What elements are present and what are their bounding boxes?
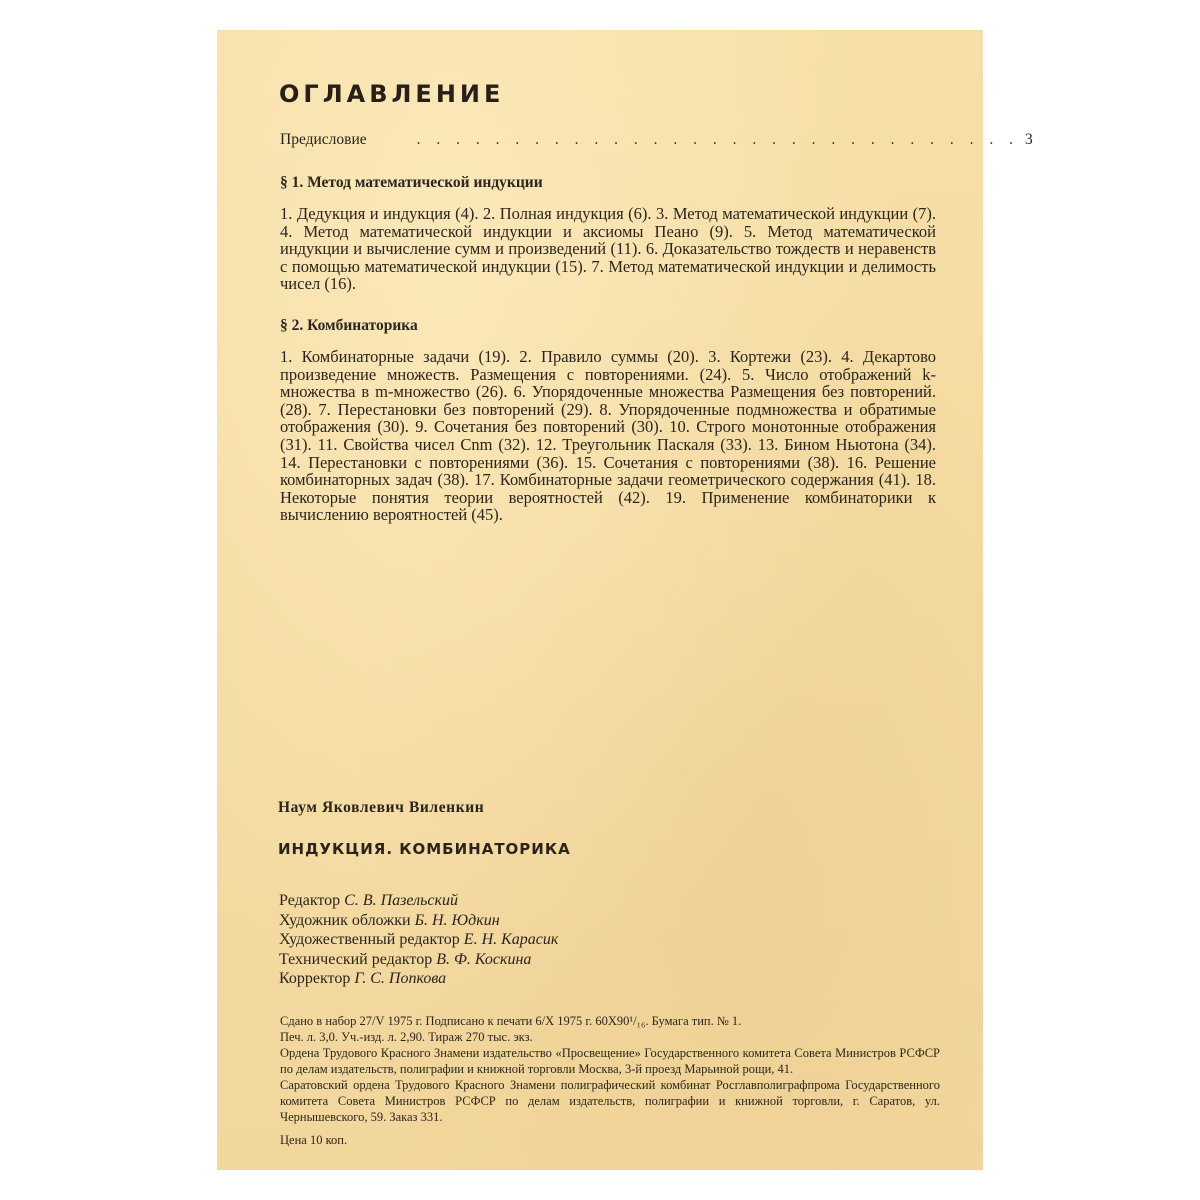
credit-person: Е. Н. Карасик — [463, 931, 559, 948]
credit-person: Г. С. Попкова — [354, 970, 447, 987]
section-2-contents: 1. Комбинаторные задачи (19). 2. Правило суммы (20). 3. Кортежи (23). 4. Декартово произведение множеств. Размещения с повторениями. (24). 5. Число отображений k-множества в m-множество (26). 6. Упорядоченные множества Размещения без повторений. (28). 7. Перестановки без повторений (29). 8. Упорядоченные подмножества и обратимые отображения (30). 9. Сочетания без повторений (30). 10. Строго монотонные отображения (31). 11. Свойства чисел Cnm (32). 12. Треугольник Паскаля (33). 13. Бином Ньютона (34). 14. Перестановки с повторениями (36). 15. Сочетания с повторениями (38). 16. Решение комбинаторных задач (38). 17. Комбинаторные задачи геометрического содержания (41). 18. Некоторые понятия теории вероятностей (42). 19. Применение комбинаторики к вычислению вероятностей (45). — [280, 347, 936, 525]
credits-list — [279, 891, 558, 989]
credit-role: Художник обложки — [279, 911, 411, 929]
price-label: Цена 10 коп. — [280, 1133, 348, 1147]
author-name: Наум Яковлевич Виленкин — [278, 799, 485, 816]
credit-role: Технический редактор — [279, 950, 433, 968]
toc-leader-dots: . . . . . . . . . . . . . . . . . . . . . . . . . . . . . . . — [416, 131, 1020, 148]
credit-role: Художественный редактор — [279, 931, 460, 948]
imprint-block — [280, 1013, 940, 1125]
credit-line — [279, 950, 558, 970]
toc-preface-row — [280, 131, 1033, 149]
imprint-line: Сдано в набор 27/V 1975 г. Подписано к печати 6/X 1975 г. 60X90¹/₁₆. Бумага тип. № 1. — [280, 1014, 742, 1028]
imprint-publisher: Ордена Трудового Красного Знамени издательство «Просвещение» Государственного комитета Совета Министров РСФСР по делам издательств, полиграфии и книжной торговли Москва, 3-й проезд Марьиной рощи, 41. — [280, 1046, 940, 1076]
section-1-title: § 1. Метод математической индукции — [280, 174, 543, 191]
toc-preface-label: Предисловие — [280, 131, 367, 148]
credit-role: Редактор — [279, 892, 341, 909]
toc-heading: ОГЛАВЛЕНИЕ — [279, 80, 505, 108]
credit-role: Корректор — [279, 970, 351, 987]
section-2-title: § 2. Комбинаторика — [280, 317, 418, 334]
credit-person: В. Ф. Коскина — [436, 950, 532, 968]
imprint-printer: Саратовский ордена Трудового Красного Знамени полиграфический комбинат Росглавполиграфпрома Государственного комитета Совета Министров РСФСР по делам издательств, полиграфии и книжной торговли, г. Саратов, ул. Чернышевского, 59. Заказ 331. — [280, 1078, 940, 1124]
credit-line — [279, 891, 558, 911]
toc-preface-page: 3 — [1025, 131, 1033, 148]
credit-line — [279, 969, 558, 989]
credit-line — [279, 911, 558, 931]
imprint-line: Печ. л. 3,0. Уч.-изд. л. 2,90. Тираж 270 тыс. экз. — [280, 1030, 533, 1044]
section-1-contents: 1. Дедукция и индукция (4). 2. Полная индукция (6). 3. Метод математической индукции (7). 4. Метод математической индукции и аксиомы Пеано (9). 5. Метод математической индукции и вычисление сумм и произведений (11). 6. Доказательство тождеств и неравенств с помощью математической индукции (15). 7. Метод математической индукции и делимость чисел (16). — [280, 204, 936, 294]
book-title: ИНДУКЦИЯ. КОМБИНАТОРИКА — [278, 840, 571, 858]
credit-person: С. В. Пазельский — [344, 892, 458, 909]
credit-person: Б. Н. Юдкин — [414, 911, 500, 929]
book-page — [217, 30, 1033, 1170]
credit-line — [279, 930, 558, 950]
